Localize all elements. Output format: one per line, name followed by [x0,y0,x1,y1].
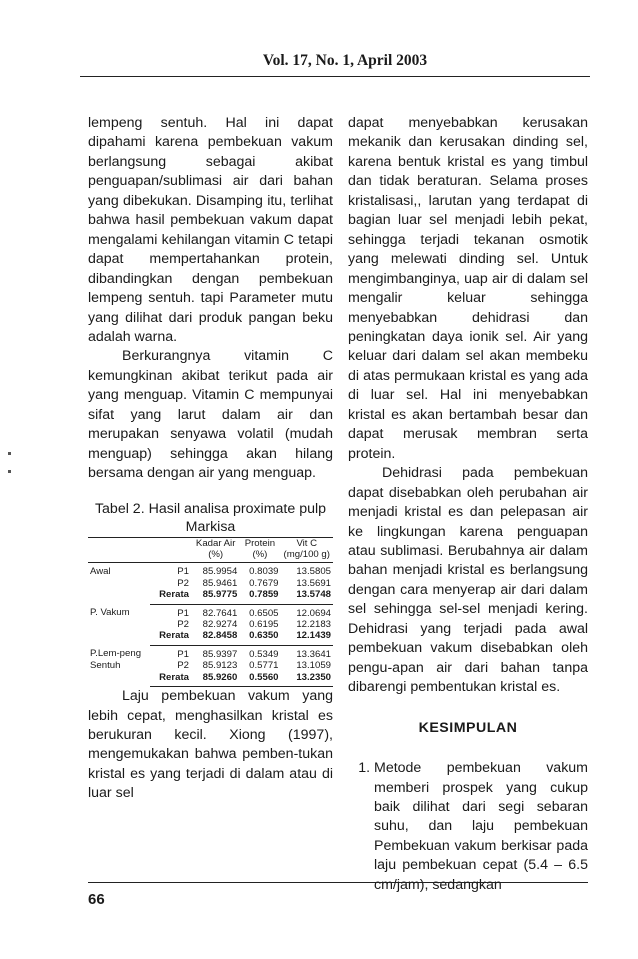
conclusion-item-1: 1. Metode pembekuan vakum memberi prospek yang cukup baik dilihat dari segi sebaran suhu, dan laju pembekuan Pembekuan vakum berkisar pada laju pembekuan cepat (5.4 – 6.5 cm/jam), sedangkan [374,759,588,895]
table-row [88,563,333,578]
table-cell: 85.9461 [202,577,238,589]
right-paragraph-1: dapat menyebabkan kerusakan mekanik dan kerusakan dinding sel, karena bentuk kristal es yang timbul dan tidak beraturan. Selama proses kristalisasi,, larutan yang terdapat di bagian luar sel menjadi lebih pekat, sehingga terjadi tekanan osmotik yang melewati dinding sel. Untuk mengimbanginya, uap air di dalam sel mengalir keluar sehingga menyebabkan dehidrasi dan peningkatan daya ionik sel. Air yang keluar dari dalam sel akan membeku di atas permukaan kristal es yang ada di luar sel. Hal ini menyebabkan kristal es akan bertambah besar dan dapat merusak membran serta protein. [348,115,588,462]
table-cell: 85.9397 [202,648,238,660]
table-cell: 13.2350 [281,672,334,687]
scan-mark [8,452,11,455]
table-cell: 13.1059 [296,660,331,672]
table-cell: 82.7641 [202,607,238,619]
table-group [88,563,333,604]
right-column [348,114,588,895]
col-header-vitc: Vit C (mg/100 g) [281,537,334,560]
table-row [88,604,333,619]
proximate-table [88,537,333,687]
table-cell: 0.6350 [239,630,280,645]
table-cell: 13.5805 [296,566,331,578]
row-replicate: P1 [177,607,189,619]
row-group-label: Awal [90,566,111,578]
row-replicate: P2 [177,660,189,672]
table-cell: 0.5349 [249,648,279,660]
journal-header: Vol. 17, No. 1, April 2003 [262,52,428,69]
table-cell: 12.1439 [281,630,334,645]
table-cell: 13.5748 [281,589,334,604]
table-row [88,645,333,660]
table-group [88,604,333,645]
table-cell: 12.0694 [296,607,331,619]
section-title-kesimpulan: KESIMPULAN [418,719,518,736]
table-cell: 13.5691 [296,577,331,589]
row-replicate: Rerata [150,589,192,604]
table-cell: 85.9954 [202,566,238,578]
left-paragraph-3: Laju pembekuan vakum yang lebih cepat, menghasilkan kristal es berukuran kecil. Xiong (1997), mengemukakan bahwa pemben-tukan kristal es yang terjadi di dalam atau di luar sel [88,688,333,802]
table-cell: 0.6195 [249,619,279,631]
table-cell: 0.5560 [239,672,280,687]
table-cell: 0.7859 [239,589,280,604]
row-replicate: Rerata [150,630,192,645]
table-cell: 0.7679 [249,577,279,589]
row-replicate: P2 [177,619,189,631]
col-header-kadar-air: Kadar Air (%) [192,537,239,560]
left-paragraph-1: lempeng sentuh. Hal ini dapat dipahami karena pembekuan vakum berlangsung sebagai akibat penguapan/sublimasi air dari bahan yang dibekukan. Disamping itu, terlihat bahwa hasil pembekuan vakum dapat mengalami kehilangan vitamin C tetapi dapat mempertahankan protein, dibandingkan dengan pembekuan lempeng sentuh. tapi Parameter mutu yang dilihat dari produk pangan beku adalah warna. [88,115,333,345]
col-header-protein: Protein (%) [239,537,280,560]
left-column [88,114,333,804]
footer-rule [88,882,588,883]
right-paragraph-2: Dehidrasi pada pembekuan dapat disebabkan oleh perubahan air menjadi kristal es dan pelepasan air ke lingkungan karena penguapan atau sublimasi. Berubahnya air dalam bahan menjadi kristal es berlangsung dengan cara menyerap air dari dalam sel sehingga sel-sel menjadi kering. Dehidrasi yang terjadi pada awal pembekuan vakum disebabkan oleh pengu-apan air dari bahan tanpa dibarengi pembentukan kristal es. [348,465,588,696]
left-paragraph-2: Berkurangnya vitamin C kemungkinan akibat terikut pada air yang menguap. Vitamin C mempunyai sifat yang larut dalam air dan merupakan senyawa volatil (mudah menguap) sehingga akan hilang bersama dengan air yang menguap. [88,348,333,482]
table-cell: 0.6505 [249,607,279,619]
table-cell: 12.2183 [296,619,331,631]
table-cell: 85.9775 [192,589,239,604]
conclusion-list [348,759,588,895]
table-cell: 82.9274 [202,619,238,631]
header-rule [80,76,590,77]
table-caption: Tabel 2. Hasil analisa proximate pulp Markisa [94,500,327,536]
page-number: 66 [88,891,105,908]
table-cell: 0.5771 [249,660,279,672]
table-cell: 85.9260 [192,672,239,687]
row-replicate: P1 [177,566,189,578]
table-cell: 85.9123 [202,660,238,672]
table-cell: 82.8458 [192,630,239,645]
row-group-label: P.Lem-peng Sentuh [90,648,142,671]
row-replicate: Rerata [150,672,192,687]
row-group-label: P. Vakum [90,607,130,619]
scan-mark [8,470,11,473]
row-replicate: P1 [177,648,189,660]
row-replicate: P2 [177,577,189,589]
table-cell: 0.8039 [249,566,279,578]
table-cell: 13.3641 [296,648,331,660]
table-group [88,645,333,686]
